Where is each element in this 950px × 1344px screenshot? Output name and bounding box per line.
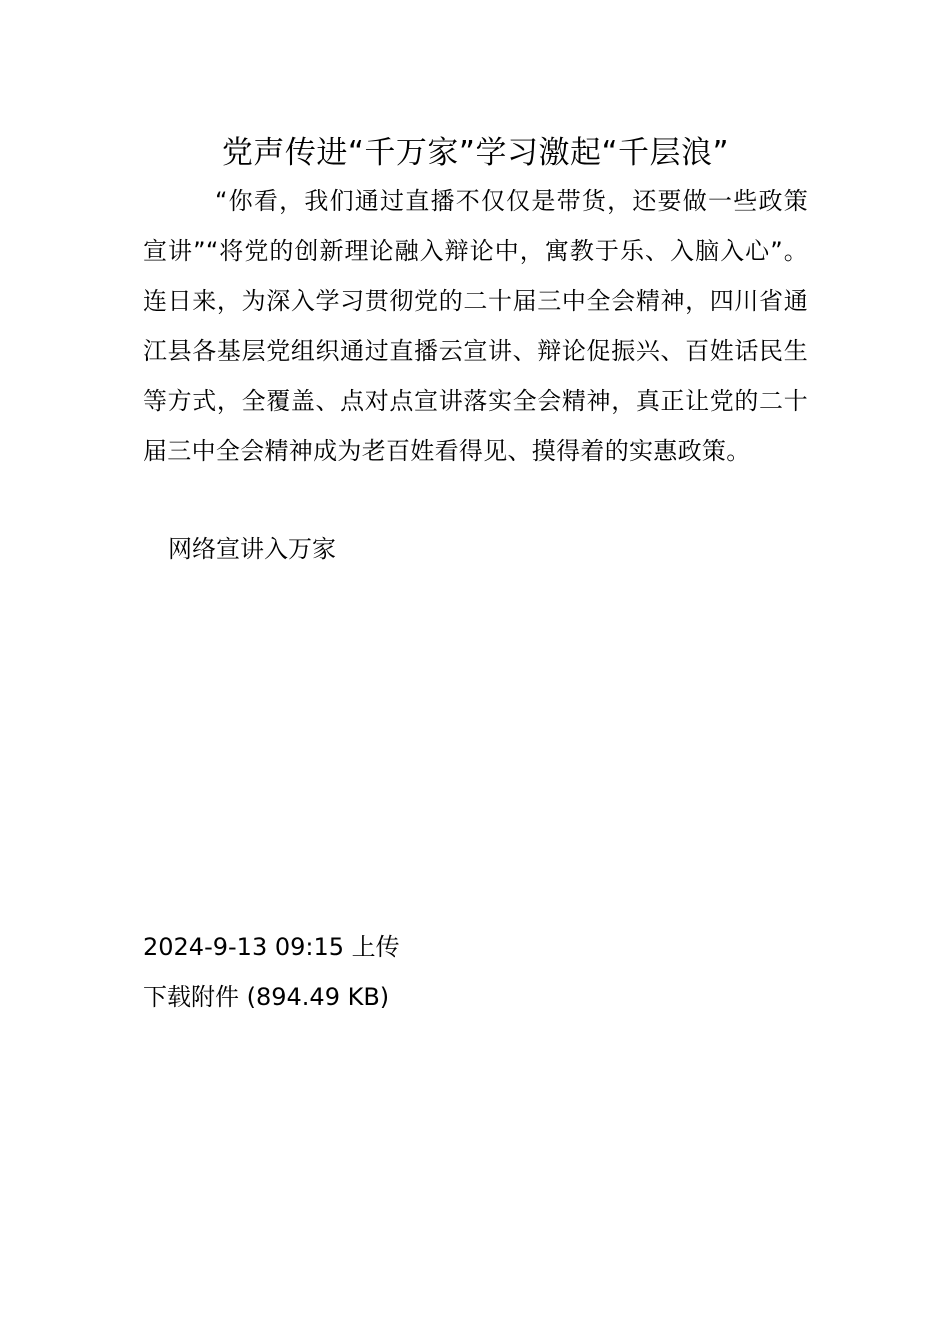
article-title: 党声传进“千万家”学习激起“千层浪” [221, 135, 730, 171]
upload-timestamp: 2024-9-13 09:15 上传 [143, 933, 400, 961]
section-subheading: 网络宣讲入万家 [168, 535, 336, 563]
article-body: “你看，我们通过直播不仅仅是带货，还要做一些政策宣讲”“将党的创新理论融入辩论中，寓教于乐、入脑入心”。连日来，为深入学习贯彻党的二十届三中全会精神，四川省通江县各基层党组织通过直播云宣讲、辩论促振兴、百姓话民生等方式，全覆盖、点对点宣讲落实全会精神，真正让党的二十届三中全会精神成为老百姓看得见、摸得着的实惠政策。 [143, 187, 808, 465]
download-attachment-link[interactable]: 下载附件 (894.49 KB) [143, 983, 390, 1011]
